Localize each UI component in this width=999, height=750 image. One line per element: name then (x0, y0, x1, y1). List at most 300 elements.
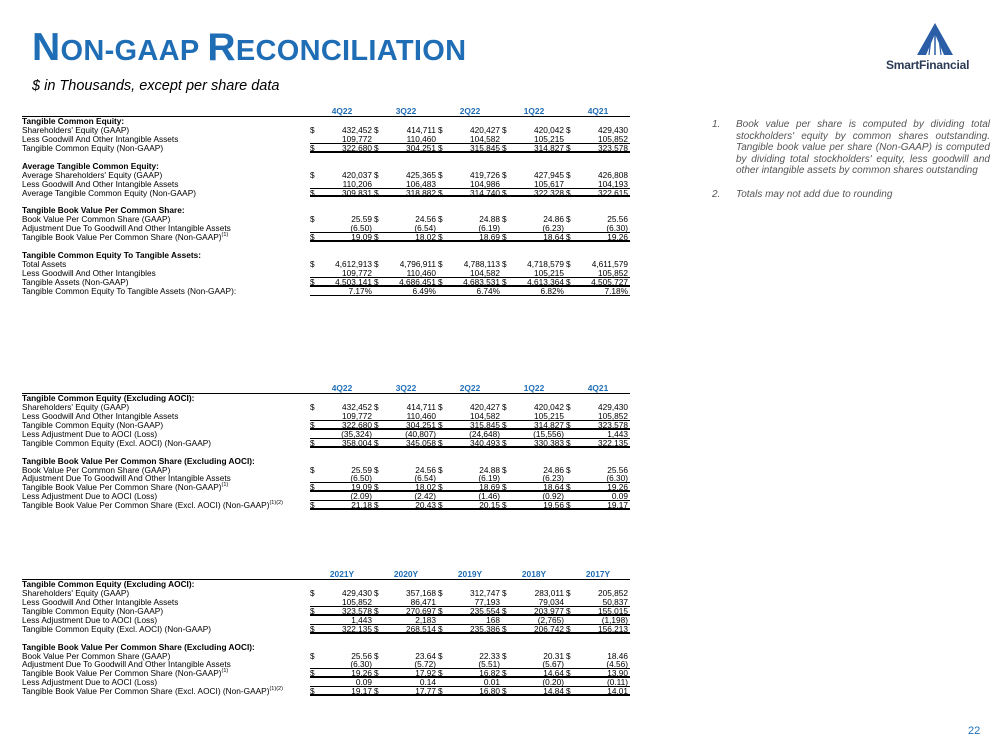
currency-symbol: $ (310, 623, 315, 634)
cell-value: 24.56 (415, 464, 436, 475)
table-row (22, 287, 630, 296)
currency-symbol: $ (502, 686, 507, 697)
cell-value: 6.74% (476, 285, 500, 296)
cell-value: 358,004 (342, 437, 372, 448)
cell-value: 22.33 (479, 650, 500, 661)
cell-value: 432,452 (342, 124, 372, 135)
currency-symbol: $ (374, 142, 379, 153)
cell-value: 322,135 (342, 623, 372, 634)
cell-value: 420,037 (342, 169, 372, 180)
cell-value: 6.49% (412, 285, 436, 296)
cell-value: 25.56 (607, 214, 628, 225)
row-label-text: Less Goodwill And Other Intangible Assets (22, 410, 179, 421)
cell-value: 414,711 (406, 124, 436, 135)
cell-value: (24,648) (469, 428, 500, 439)
row-label-text: Average Shareholders' Equity (GAAP) (22, 169, 163, 180)
cell-value: 323,578 (598, 419, 628, 430)
currency-symbol: $ (438, 464, 443, 475)
currency-symbol: $ (566, 214, 571, 225)
row-label-text: Less Goodwill And Other Intangibles (22, 267, 156, 278)
footnote-ref: (1) (221, 482, 229, 489)
currency-symbol (374, 224, 383, 232)
currency-symbol: $ (310, 214, 315, 225)
table-cell (502, 501, 566, 510)
currency-symbol (374, 269, 383, 277)
footnote-number: 2. (712, 188, 721, 200)
currency-symbol (310, 430, 319, 438)
currency-symbol: $ (438, 187, 443, 198)
currency-symbol (374, 660, 383, 668)
cell-value: 322,680 (342, 142, 372, 153)
cell-value: (4.56) (606, 659, 628, 670)
table-cell (566, 233, 630, 242)
section-title: Tangible Common Equity (Excluding AOCI): (22, 579, 195, 589)
cell-value: 4,611,579 (591, 259, 628, 269)
row-label-text: Less Adjustment Due to AOCI (Loss) (22, 677, 158, 688)
column-header: 4Q22 (331, 106, 353, 116)
currency-symbol: $ (438, 605, 443, 616)
currency-symbol: $ (438, 623, 443, 634)
cell-value: 0.09 (355, 677, 372, 688)
table-cell (438, 287, 502, 296)
currency-symbol: $ (374, 668, 379, 679)
currency-symbol (310, 678, 319, 686)
cell-value: 105,215 (534, 410, 564, 421)
cell-value: 50,837 (602, 596, 628, 607)
currency-symbol (438, 474, 447, 482)
cell-value: 24.88 (479, 464, 500, 475)
currency-symbol (566, 598, 575, 606)
cell-value: 420,042 (534, 124, 564, 135)
cell-value: 110,460 (406, 410, 436, 421)
cell-value: 314,740 (470, 187, 500, 198)
cell-value: (6.30) (350, 659, 372, 670)
row-label-text: Less Goodwill And Other Intangible Assets (22, 133, 179, 144)
cell-value: (0.92) (542, 491, 564, 502)
column-header: 2018Y (521, 569, 547, 579)
currency-symbol: $ (502, 214, 507, 225)
cell-value: 23.64 (415, 650, 436, 661)
currency-symbol: $ (566, 668, 571, 679)
row-label-text: Total Assets (22, 259, 67, 269)
row-label (22, 687, 310, 696)
cell-value: (6.30) (606, 223, 628, 234)
currency-symbol: $ (310, 587, 315, 598)
currency-symbol (310, 224, 319, 232)
table-cell (566, 144, 630, 153)
table-cell (374, 189, 438, 198)
column-header: 1Q22 (523, 383, 545, 393)
currency-symbol: $ (502, 142, 507, 153)
currency-symbol (310, 412, 319, 420)
currency-symbol (502, 492, 511, 500)
cell-value: 1,443 (351, 614, 372, 625)
currency-symbol: $ (502, 437, 507, 448)
currency-symbol: $ (438, 401, 443, 412)
cell-value: 20.43 (415, 500, 436, 511)
currency-symbol (502, 412, 511, 420)
cell-value: 110,460 (406, 133, 436, 144)
cell-value: 24.88 (479, 214, 500, 225)
cell-value: 105,852 (598, 133, 628, 144)
row-label-text: Tangible Common Equity (Excl. AOCI) (Non-GAAP) (22, 437, 212, 448)
currency-symbol: $ (310, 142, 315, 153)
currency-symbol (438, 492, 447, 500)
footnote-text: Totals may not add due to rounding (736, 188, 893, 200)
currency-symbol: $ (566, 464, 571, 475)
cell-value: 18.64 (543, 482, 564, 493)
cell-value: 168 (486, 614, 500, 625)
currency-symbol: $ (374, 686, 379, 697)
cell-value: 268,514 (406, 623, 436, 634)
currency-symbol (502, 269, 511, 277)
currency-symbol: $ (502, 124, 507, 135)
row-label-text: Tangible Book Value Per Common Share (Non-GAAP) (22, 232, 222, 243)
currency-symbol (310, 598, 319, 606)
cell-value: 17.92 (415, 668, 436, 679)
footnote-text: Book value per share is computed by dividing total stockholders' equity by common shares outstanding. Tangible book value per share (Non-GAAP) is computed by dividing total stockholders' equity, less goodwill and other intangible assets by common shares outstanding (736, 119, 990, 176)
currency-symbol (374, 598, 383, 606)
currency-symbol: $ (566, 232, 571, 243)
footnote-ref: (1) (221, 668, 229, 675)
row-label-text: Book Value Per Common Share (GAAP) (22, 214, 171, 225)
footnote (712, 189, 990, 201)
section-title: Tangible Common Equity: (22, 116, 125, 126)
currency-symbol (438, 224, 447, 232)
currency-symbol: $ (566, 686, 571, 697)
company-logo (880, 22, 990, 72)
currency-symbol (374, 616, 383, 624)
currency-symbol (502, 660, 511, 668)
row-label (22, 189, 310, 198)
row-label-text: Tangible Book Value Per Common Share (Excl. AOCI) (Non-GAAP) (22, 686, 270, 697)
cell-value: 104,582 (470, 133, 500, 144)
cell-value: (6.54) (414, 223, 436, 234)
footnote-ref: (1)(2) (269, 686, 283, 693)
cell-value: 18.46 (607, 650, 628, 661)
row-label-text: Tangible Common Equity (Non-GAAP) (22, 605, 164, 616)
cell-value: 14.84 (543, 686, 564, 697)
row-label-text: Tangible Common Equity To Tangible Assets (Non-GAAP): (22, 285, 237, 296)
cell-value: 19.26 (351, 668, 372, 679)
currency-symbol: $ (566, 187, 571, 198)
cell-value: (6.50) (350, 223, 372, 234)
row-label-text: Adjustment Due To Goodwill And Other Intangible Assets (22, 473, 231, 484)
currency-symbol: $ (374, 500, 379, 511)
currency-symbol: $ (374, 401, 379, 412)
table-cell (438, 189, 502, 198)
cell-value: 18.02 (415, 482, 436, 493)
section-title: Average Tangible Common Equity: (22, 160, 159, 171)
table-cell (310, 287, 374, 296)
currency-symbol: $ (566, 419, 571, 430)
currency-symbol: $ (374, 482, 379, 493)
currency-symbol (438, 180, 447, 188)
cell-value: 304,251 (406, 142, 436, 153)
table-cell (310, 189, 374, 198)
currency-symbol (566, 492, 575, 500)
currency-symbol: $ (310, 500, 315, 511)
currency-symbol: $ (502, 650, 507, 661)
row-label-text: Tangible Common Equity (Non-GAAP) (22, 419, 164, 430)
currency-symbol: $ (374, 259, 379, 269)
financial-table-quarterly (22, 107, 630, 296)
cell-value: 18.64 (543, 232, 564, 243)
table-cell (566, 625, 630, 634)
cell-value: 7.17% (348, 285, 372, 296)
row-label-text: Shareholders' Equity (GAAP) (22, 124, 130, 135)
cell-value: 105,617 (534, 178, 564, 189)
cell-value: 432,452 (342, 401, 372, 412)
cell-value: 312,747 (470, 587, 500, 598)
header-spacer (22, 384, 310, 393)
row-label (22, 501, 310, 510)
table-cell (438, 501, 502, 510)
currency-symbol: $ (502, 259, 507, 269)
currency-symbol: $ (310, 686, 315, 697)
currency-symbol (310, 180, 319, 188)
row-label-text: Adjustment Due To Goodwill And Other Intangible Assets (22, 223, 231, 234)
currency-symbol (310, 660, 319, 668)
currency-symbol: $ (438, 437, 443, 448)
cell-value: 315,845 (470, 419, 500, 430)
table-cell (310, 687, 374, 696)
table-cell (502, 189, 566, 198)
section-title: Tangible Book Value Per Common Share (Excluding AOCI): (22, 641, 255, 652)
currency-symbol (566, 269, 575, 277)
currency-symbol: $ (310, 232, 315, 243)
currency-symbol: $ (310, 605, 315, 616)
currency-symbol (502, 180, 511, 188)
cell-value: 419,726 (470, 169, 500, 180)
column-header: 2Q22 (459, 106, 481, 116)
cell-value: 24.86 (543, 464, 564, 475)
cell-value: (6.30) (606, 473, 628, 484)
currency-symbol (566, 660, 575, 668)
cell-value: 104,582 (470, 267, 500, 278)
table-cell (438, 625, 502, 634)
cell-value: 2,183 (415, 614, 436, 625)
row-label-text: Book Value Per Common Share (GAAP) (22, 464, 171, 475)
cell-value: 304,251 (406, 419, 436, 430)
currency-symbol: $ (566, 482, 571, 493)
cell-value: 322,615 (598, 187, 628, 198)
cell-value: 110,460 (406, 267, 436, 278)
row-label-text: Adjustment Due To Goodwill And Other Intangible Assets (22, 659, 231, 670)
column-header: 3Q22 (395, 106, 417, 116)
currency-symbol (502, 135, 511, 143)
currency-symbol (502, 616, 511, 624)
cell-value: 20.31 (543, 650, 564, 661)
currency-symbol: $ (566, 124, 571, 135)
row-label-text: Tangible Common Equity (Non-GAAP) (22, 142, 164, 153)
currency-symbol: $ (374, 437, 379, 448)
cell-value: 17.77 (415, 686, 436, 697)
column-header: 4Q21 (587, 106, 609, 116)
footnote-number: 1. (712, 119, 721, 130)
table-cell (502, 439, 566, 448)
currency-symbol (502, 598, 511, 606)
cell-value: 235,386 (470, 623, 500, 634)
column-header: 4Q22 (331, 383, 353, 393)
cell-value: (5.51) (478, 659, 500, 670)
row-label-text: Tangible Book Value Per Common Share (Non-GAAP) (22, 482, 222, 493)
cell-value: 19.09 (351, 482, 372, 493)
section-title: Tangible Book Value Per Common Share (Excluding AOCI): (22, 455, 255, 466)
table-cell (502, 687, 566, 696)
currency-symbol: $ (502, 232, 507, 243)
cell-value: 19.26 (607, 482, 628, 493)
cell-value: 18.69 (479, 482, 500, 493)
cell-value: 21.18 (351, 500, 372, 511)
row-label (22, 625, 310, 634)
currency-symbol: $ (566, 276, 571, 287)
currency-symbol: $ (310, 668, 315, 679)
currency-symbol: $ (310, 401, 315, 412)
financial-table-quarterly-aoci (22, 384, 630, 510)
cell-value: 6.82% (540, 285, 564, 296)
cell-value: (6.54) (414, 473, 436, 484)
currency-symbol: $ (438, 214, 443, 225)
cell-value: 206,742 (534, 623, 564, 634)
currency-symbol: $ (502, 464, 507, 475)
row-label-text: Book Value Per Common Share (GAAP) (22, 650, 171, 661)
cell-value: 19.17 (607, 500, 628, 511)
currency-symbol: $ (374, 232, 379, 243)
currency-symbol (566, 135, 575, 143)
cell-value: (6.23) (542, 223, 564, 234)
cell-value: 4,612,913 (335, 259, 372, 269)
cell-value: 314,827 (534, 142, 564, 153)
table-cell (374, 287, 438, 296)
table-row (22, 233, 630, 242)
title-part: R (207, 26, 236, 69)
logo-text: SmartFinancial (886, 58, 970, 72)
cell-value: 323,578 (598, 142, 628, 153)
currency-symbol: $ (374, 187, 379, 198)
cell-value: (2.42) (414, 491, 436, 502)
currency-symbol (310, 492, 319, 500)
currency-symbol (374, 474, 383, 482)
table-row (22, 625, 630, 634)
page-subtitle: $ in Thousands, except per share data (32, 78, 280, 94)
cell-value: 109,772 (342, 410, 372, 421)
cell-value: 19.56 (543, 500, 564, 511)
cell-value: 429,430 (598, 401, 628, 412)
cell-value: (6.50) (350, 473, 372, 484)
cell-value: (35,324) (341, 428, 372, 439)
cell-value: 4,503,141 (335, 276, 372, 287)
title-part: ECONCILIATION (235, 35, 467, 67)
table-cell (310, 233, 374, 242)
cell-value: 86,471 (410, 596, 436, 607)
cell-value: 427,945 (534, 169, 564, 180)
footnote-ref: (1) (221, 232, 229, 239)
currency-symbol: $ (502, 401, 507, 412)
currency-symbol (374, 180, 383, 188)
cell-value: 79,034 (538, 596, 564, 607)
currency-symbol: $ (310, 464, 315, 475)
currency-symbol: $ (310, 187, 315, 198)
currency-symbol: $ (502, 500, 507, 511)
cell-value: 18.69 (479, 232, 500, 243)
currency-symbol (502, 287, 511, 295)
currency-symbol (438, 430, 447, 438)
currency-symbol: $ (502, 668, 507, 679)
currency-symbol: $ (438, 650, 443, 661)
currency-symbol (502, 678, 511, 686)
currency-symbol: $ (438, 668, 443, 679)
currency-symbol: $ (374, 623, 379, 634)
currency-symbol: $ (566, 142, 571, 153)
currency-symbol: $ (310, 276, 315, 287)
currency-symbol (374, 287, 383, 295)
column-header: 4Q21 (587, 383, 609, 393)
table-header-row (22, 570, 630, 579)
column-header: 2020Y (393, 569, 419, 579)
cell-value: 24.56 (415, 214, 436, 225)
cell-value: 16.82 (479, 668, 500, 679)
section-title: Tangible Common Equity (Excluding AOCI): (22, 393, 195, 403)
cell-value: 315,845 (470, 142, 500, 153)
cell-value: (5.72) (414, 659, 436, 670)
row-label-text: Tangible Assets (Non-GAAP) (22, 276, 129, 287)
cell-value: 109,772 (342, 267, 372, 278)
table-row (22, 501, 630, 510)
cell-value: 106,483 (406, 178, 436, 189)
cell-value: 19.26 (607, 232, 628, 243)
cell-value: 25.56 (607, 464, 628, 475)
cell-value: 105,852 (598, 267, 628, 278)
currency-symbol (566, 287, 575, 295)
currency-symbol: $ (310, 437, 315, 448)
table-cell (438, 439, 502, 448)
table-cell (310, 439, 374, 448)
currency-symbol (438, 598, 447, 606)
currency-symbol: $ (502, 276, 507, 287)
currency-symbol (502, 430, 511, 438)
currency-symbol (374, 412, 383, 420)
cell-value: (2.09) (350, 491, 372, 502)
currency-symbol (502, 474, 511, 482)
cell-value: 309,831 (342, 187, 372, 198)
cell-value: 4,683,531 (463, 276, 500, 287)
page-number: 22 (968, 725, 981, 737)
currency-symbol: $ (566, 169, 571, 180)
cell-value: (5.67) (542, 659, 564, 670)
cell-value: (1.46) (478, 491, 500, 502)
cell-value: 24.86 (543, 214, 564, 225)
cell-value: 322,328 (534, 187, 564, 198)
cell-value: 4,613,364 (527, 276, 564, 287)
currency-symbol: $ (438, 276, 443, 287)
currency-symbol (566, 678, 575, 686)
table-cell (566, 439, 630, 448)
cell-value: 270,697 (406, 605, 436, 616)
cell-value: 155,015 (598, 605, 628, 616)
currency-symbol: $ (374, 214, 379, 225)
currency-symbol (438, 412, 447, 420)
cell-value: 4,505,727 (591, 276, 628, 287)
currency-symbol (502, 224, 511, 232)
currency-symbol (374, 430, 383, 438)
currency-symbol: $ (374, 605, 379, 616)
currency-symbol (566, 412, 575, 420)
currency-symbol: $ (502, 587, 507, 598)
currency-symbol (374, 135, 383, 143)
row-label (22, 233, 310, 242)
cell-value: 0.09 (611, 491, 628, 502)
